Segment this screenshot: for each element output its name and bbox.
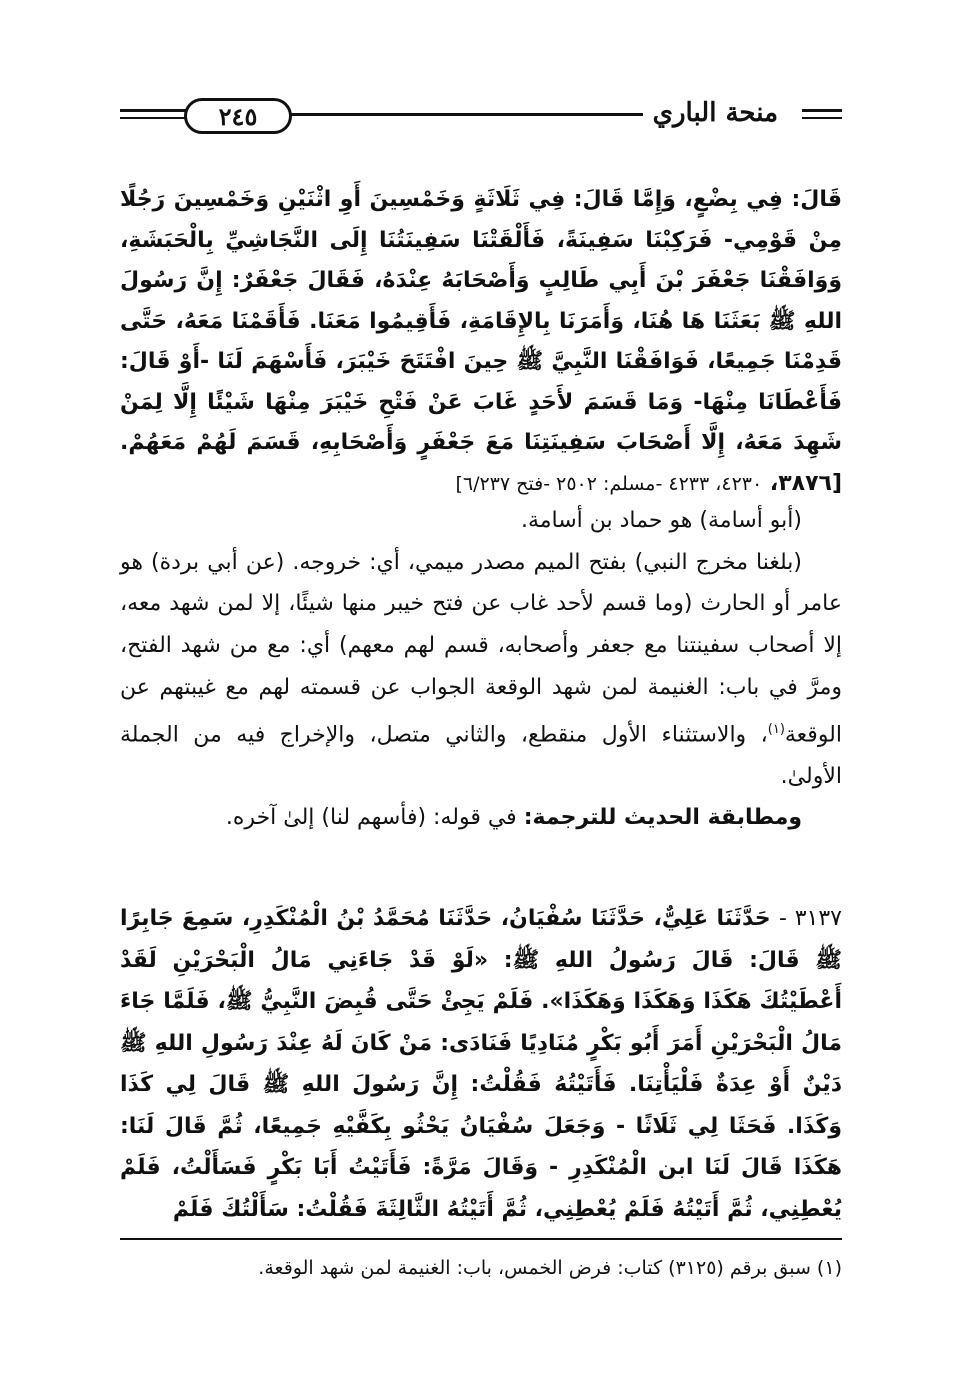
commentary: [120, 500, 842, 839]
translation-text: في قوله: (فأسهم لنا) إلىٰ آخره.: [225, 805, 524, 831]
commentary-text: (بلغنا مخرج النبي) بفتح الميم مصدر ميمي، أي: خروجه. (عن أبي بردة) هو عامر أو الحارث (وما قسم لأحد غاب عن فتح خيبر منها شيئًا، إلا لمن شهد معه، إلا أصحاب سفينتنا مع جعفر وأصحابه، قسم لهم معهم) أي: مع من شهد الفتح، ومرَّ في باب: الغنيمة لمن شهد الوقعة الجواب عن قسمته لهم مع غيبتهم عن الوقعة: [120, 549, 842, 747]
hadith-references: ٤٢٣٠، ٤٢٣٣ -مسلم: ٢٥٠٢ -فتح ٦/٢٣٧]: [455, 472, 763, 495]
hadith-body: حَدَّثَنَا عَلِيٌّ، حَدَّثَنَا سُفْيَانُ، حَدَّثَنَا مُحَمَّدُ بْنُ الْمُنْكَدِرِ، سَمِعَ جَابِرًا ﷺ قَالَ: قَالَ رَسُولُ اللهِ ﷺ: «لَوْ قَدْ جَاءَنِي مَالُ الْبَحْرَيْنِ لَقَدْ أَعْطَيْتُكَ هَكَذَا وَهَكَذَا وَهَكَذَا». فَلَمْ يَجِئْ حَتَّى قُبِضَ النَّبِيُّ ﷺ، فَلَمَّا جَاءَ مَالُ الْبَحْرَيْنِ أَمَرَ أَبُو بَكْرٍ مُنَادِيًا فَنَادَى: مَنْ كَانَ لَهُ عِنْدَ رَسُولِ اللهِ ﷺ دَيْنٌ أَوْ عِدَةٌ فَلْيَأْتِنَا. فَأَتَيْتُهُ فَقُلْتُ: إِنَّ رَسُولَ اللهِ ﷺ قَالَ لِي كَذَا وَكَذَا. فَحَثَا لِي ثَلَاثًا - وَجَعَلَ سُفْيَانُ يَحْثُو بِكَفَّيْهِ جَمِيعًا، ثُمَّ قَالَ لَنَا: هَكَذَا قَالَ لَنَا ابن الْمُنْكَدِرِ - وَقَالَ مَرَّةً: فَأَتَيْتُ أَبَا بَكْرٍ فَسَأَلْتُ، فَلَمْ يُعْطِنِي، ثُمَّ أَتَيْتُهُ فَلَمْ يُعْطِنِي، ثُمَّ أَتَيْتُهُ الثَّالِثَةَ فَقُلْتُ: سَأَلْتُكَ فَلَمْ: [120, 906, 842, 1222]
commentary-line: (أبو أسامة) هو حماد بن أسامة.: [520, 508, 802, 533]
header-rule-left-top: [120, 109, 190, 112]
header-rule-right-top: [802, 109, 842, 112]
hadith-number: ٣١٣٧ -: [779, 906, 842, 931]
translation-heading: ومطابقة الحديث للترجمة:: [523, 805, 802, 831]
book-title: منحة الباري: [643, 98, 788, 128]
header-rule-left-bottom: [120, 117, 190, 119]
header-rule-right-bottom: [802, 117, 842, 119]
footnote-marker[interactable]: (١): [767, 721, 785, 737]
hadith-text-continued: [120, 180, 842, 504]
hadith-body: قَالَ: فِي بِضْعٍ، وَإِمَّا قَالَ: فِي ثَلَاثَةٍ وَخَمْسِينَ أَوِ اثْنَيْنِ وَخَمْسِينَ رَجُلًا مِنْ قَوْمِي- فَرَكِبْنَا سَفِينَةً، فَأَلْقَتْنَا سَفِينَتُنَا إِلَى النَّجَاشِيِّ بِالْحَبَشَةِ، وَوَافَقْنَا جَعْفَرَ بْنَ أَبِي طَالِبٍ وَأَصْحَابَهُ عِنْدَهُ، فَقَالَ جَعْفَرٌ: إِنَّ رَسُولَ اللهِ ﷺ بَعَثَنَا هَا هُنَا، وَأَمَرَنَا بِالإِقَامَةِ، فَأَقِيمُوا مَعَنَا. فَأَقَمْنَا مَعَهُ، حَتَّى قَدِمْنَا جَمِيعًا، فَوَافَقْنَا النَّبِيَّ ﷺ حِينَ افْتَتَحَ خَيْبَرَ، فَأَسْهَمَ لَنَا -أَوْ قَالَ: فَأَعْطَانَا مِنْهَا- وَمَا قَسَمَ لأَحَدٍ غَابَ عَنْ فَتْحِ خَيْبَرَ مِنْهَا شَيْئًا إِلَّا لِمَنْ شَهِدَ مَعَهُ، إِلَّا أَصْحَابَ سَفِينَتِنَا مَعَ جَعْفَرٍ وَأَصْحَابِهِ، قَسَمَ لَهُمْ مَعَهُمْ. [٣٨٧٦،: [120, 187, 842, 496]
page-number: ٢٤٥: [184, 98, 292, 134]
footnote: (١) سبق برقم (٣١٢٥) كتاب: فرض الخمس، باب: الغنيمة لمن شهد الوقعة.: [258, 1257, 842, 1279]
page-header: [120, 96, 842, 136]
commentary-text-end: ، والاستثناء الأول منقطع، والثاني متصل، والإخراج فيه من الجملة الأولىٰ.: [120, 721, 842, 789]
commentary-paragraph: [120, 542, 842, 798]
translation-match: [120, 797, 842, 839]
footnote-separator: [120, 1238, 842, 1240]
hadith-3137: [120, 898, 842, 1230]
